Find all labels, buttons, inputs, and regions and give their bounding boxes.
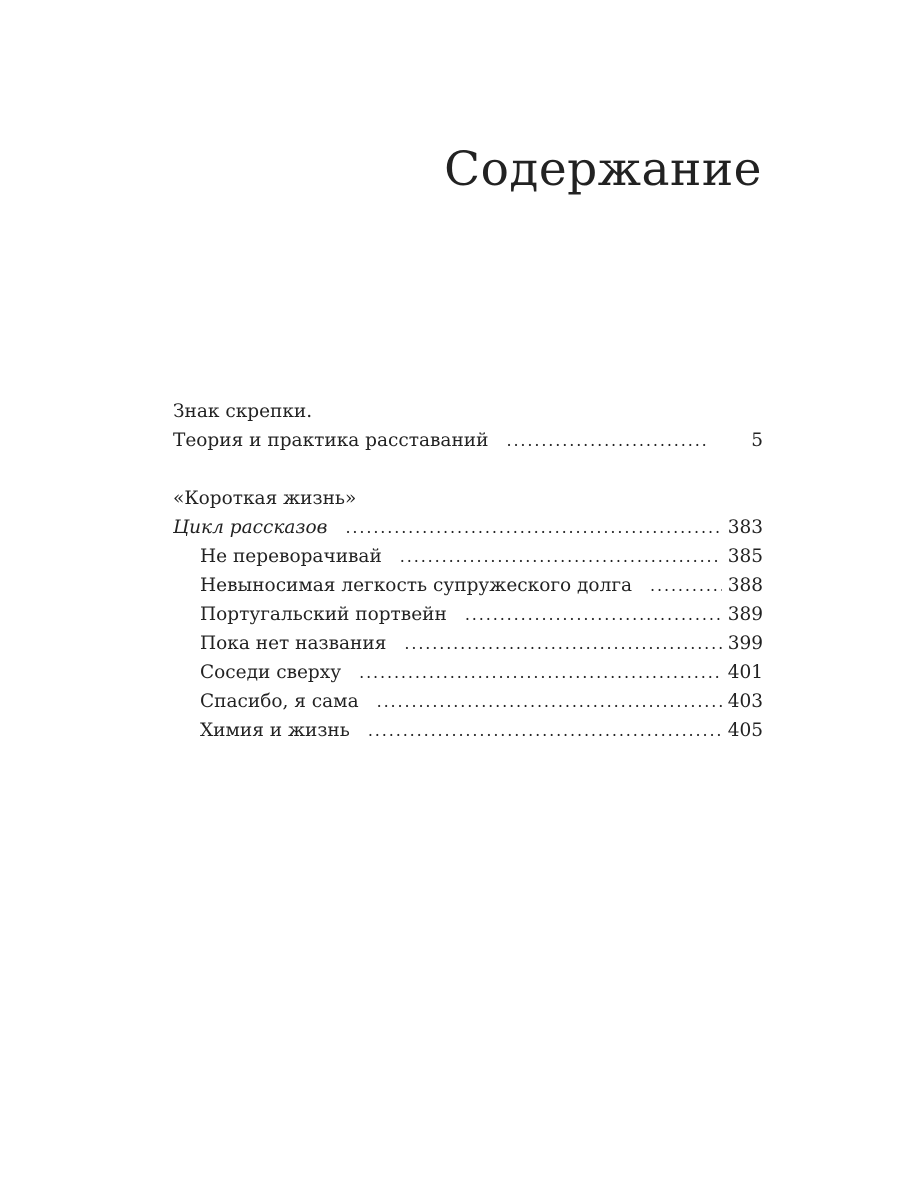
toc-page-number: 399 bbox=[727, 633, 763, 654]
toc-section-title-text: «Короткая жизнь» bbox=[173, 488, 357, 509]
toc-page-number: 401 bbox=[727, 662, 763, 683]
toc-leader-dots bbox=[650, 571, 722, 600]
toc-page-number: 403 bbox=[727, 691, 763, 712]
toc-entry-label: Спасибо, я сама bbox=[200, 691, 359, 712]
toc-entry[interactable] bbox=[173, 542, 763, 571]
toc-page-number: 389 bbox=[727, 604, 763, 625]
toc-leader-dots bbox=[345, 513, 721, 542]
toc-page-number: 388 bbox=[727, 575, 763, 596]
toc-page-number: 5 bbox=[751, 430, 763, 451]
toc-entry-label: Не переворачивай bbox=[200, 546, 382, 567]
toc-entry-label: Португальский портвейн bbox=[200, 604, 447, 625]
toc-entry[interactable] bbox=[173, 629, 763, 658]
toc-entry[interactable] bbox=[173, 716, 763, 745]
page-title: Содержание bbox=[444, 142, 762, 197]
toc-page-number: 405 bbox=[727, 720, 763, 741]
toc-leader-dots bbox=[359, 658, 722, 687]
toc-section-title bbox=[173, 484, 763, 513]
toc-entry[interactable] bbox=[173, 658, 763, 687]
toc-leader-dots bbox=[404, 629, 721, 658]
table-of-contents bbox=[173, 397, 763, 745]
toc-entry[interactable] bbox=[173, 600, 763, 629]
toc-entry[interactable] bbox=[173, 687, 763, 716]
toc-entry[interactable] bbox=[173, 426, 763, 455]
toc-entry-label: Цикл рассказов bbox=[173, 517, 328, 538]
toc-page-number: 383 bbox=[727, 517, 763, 538]
toc-page-number: 385 bbox=[727, 546, 763, 567]
toc-entry-label: Пока нет названия bbox=[200, 633, 387, 654]
toc-section-title-text: Знак скрепки. bbox=[173, 401, 313, 422]
toc-leader-dots bbox=[506, 426, 709, 455]
toc-entry-label: Невыносимая легкость супружеского долга bbox=[200, 575, 633, 596]
toc-entry-label: Теория и практика расставаний bbox=[173, 430, 489, 451]
toc-entry-label: Химия и жизнь bbox=[200, 720, 350, 741]
toc-entry[interactable] bbox=[173, 571, 763, 600]
toc-leader-dots bbox=[368, 716, 722, 745]
toc-entry-label: Соседи сверху bbox=[200, 662, 342, 683]
toc-leader-dots bbox=[377, 687, 722, 716]
section-spacer bbox=[173, 455, 763, 484]
toc-leader-dots bbox=[400, 542, 722, 571]
toc-entry[interactable] bbox=[173, 513, 763, 542]
toc-section-title bbox=[173, 397, 763, 426]
toc-leader-dots bbox=[465, 600, 722, 629]
